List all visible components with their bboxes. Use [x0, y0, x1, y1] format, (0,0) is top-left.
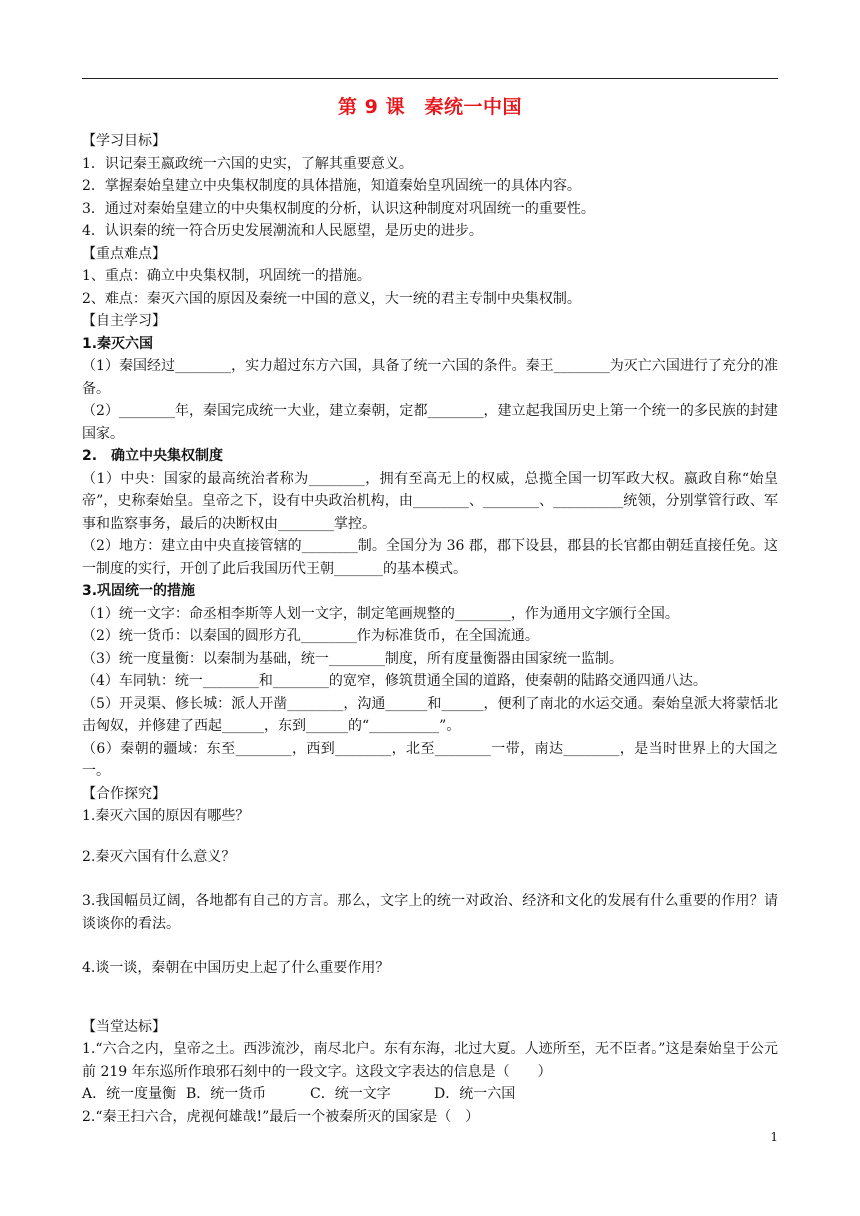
- fill-in-paragraph: （1）秦国经过________，实力超过东方六国，具备了统一六国的条件。秦王________为灭亡六国进行了充分的准备。: [82, 358, 778, 397]
- goal-item: 2．掌握秦始皇建立中央集权制度的具体措施，知道秦始皇巩固统一的具体内容。: [82, 178, 581, 194]
- discussion-question: 4.谈一谈，秦朝在中国历史上起了什么重要作用？: [82, 960, 390, 976]
- lesson-title: 第 9 课 秦统一中国: [338, 96, 522, 118]
- discussion-question: 1.秦灭六国的原因有哪些？: [82, 808, 250, 824]
- key-point-item: 2、难点：秦灭六国的原因及秦统一中国的意义，大一统的君主专制中央集权制。: [82, 290, 581, 307]
- quiz-question: 2.“秦王扫六合，虎视何雄哉!”最后一个被秦所灭的国家是（ ）: [82, 1108, 480, 1125]
- discussion-question: 3.我国幅员辽阔，各地都有自己的方言。那么，文字上的统一对政治、经济和文化的发展有什么重要的作用？请谈谈你的看法。: [82, 893, 778, 932]
- section-heading-cooperation: 【合作探究】: [82, 785, 166, 802]
- option-a: A．统一度量衡: [82, 1086, 177, 1102]
- quiz-question: 1.“六合之内，皇帝之土。西涉流沙，南尽北户。东有东海，北过大夏。人迹所至，无不臣者。”这是秦始皇于公元前 219 年东巡所作琅邪石刻中的一段文字。这段文字表达的信息是（ ）: [82, 1041, 778, 1080]
- quiz-options: [82, 1083, 778, 1106]
- subsection-title: 3.巩固统一的措施: [82, 583, 196, 599]
- subsection-title: 2. 确立中央集权制度: [82, 448, 224, 464]
- goal-item: 4．认识秦的统一符合历史发展潮流和人民愿望，是历史的进步。: [82, 223, 483, 239]
- fill-in-paragraph: （3）统一度量衡：以秦制为基础，统一________制度，所有度量衡器由国家统一监制。: [82, 650, 623, 667]
- fill-in-paragraph: （1）中央：国家的最高统治者称为________，拥有至高无上的权威，总揽全国一切军政大权。嬴政自称“始皇帝”，史称秦始皇。皇帝之下，设有中央政治机构，由________、________、__________统领，分别掌管行政、军事和监察事务，最后的决断权由________掌控。: [82, 470, 778, 532]
- key-point-item: 1、重点：确立中央集权制，巩固统一的措施。: [82, 268, 371, 284]
- fill-in-paragraph: （5）开灵渠、修长城：派人开凿________，沟通______和______，便利了南北的水运交通。秦始皇派大将蒙恬北击匈奴，并修建了西起______，东到______的“__________”。: [82, 695, 778, 734]
- goal-item: 3．通过对秦始皇建立的中央集权制度的分析，认识这种制度对巩固统一的重要性。: [82, 200, 595, 217]
- fill-in-paragraph: （6）秦朝的疆域：东至________，西到________，北至________一带，南达________，是当时世界上的大国之一。: [82, 740, 778, 779]
- section-heading-goals: 【学习目标】: [82, 133, 166, 149]
- section-heading-class-test: 【当堂达标】: [82, 1018, 166, 1035]
- section-heading-key-points: 【重点难点】: [82, 245, 166, 262]
- page-number: 1: [770, 1130, 778, 1144]
- option-c: C．统一文字: [310, 1086, 391, 1102]
- fill-in-paragraph: （1）统一文字：命丞相李斯等人划一文字，制定笔画规整的________，作为通用文字颁行全国。: [82, 605, 679, 622]
- fill-in-paragraph: （2）地方：建立由中央直接管辖的________制。全国分为 36 郡，郡下设县，郡县的长官都由朝廷直接任免。这一制度的实行，开创了此后我国历代王朝_______的基本模式。: [82, 538, 778, 577]
- goal-item: 1．识记秦王嬴政统一六国的史实，了解其重要意义。: [82, 155, 413, 172]
- subsection-title: 1.秦灭六国: [82, 335, 154, 352]
- section-heading-self-study: 【自主学习】: [82, 313, 166, 329]
- document-body: [82, 130, 778, 1128]
- fill-in-paragraph: （4）车同轨：统一________和________的宽窄，修筑贯通全国的道路，使秦朝的陆路交通四通八达。: [82, 673, 707, 689]
- option-b: B．统一货币: [186, 1086, 267, 1102]
- fill-in-paragraph: （2）________年，秦国完成统一大业，建立秦朝，定都________，建立起我国历史上第一个统一的多民族的封建国家。: [82, 403, 778, 442]
- header-rule: [82, 78, 778, 79]
- fill-in-paragraph: （2）统一货币：以秦国的圆形方孔________作为标准货币，在全国流通。: [82, 628, 539, 644]
- option-d: D．统一六国: [434, 1086, 516, 1102]
- discussion-question: 2.秦灭六国有什么意义？: [82, 848, 236, 865]
